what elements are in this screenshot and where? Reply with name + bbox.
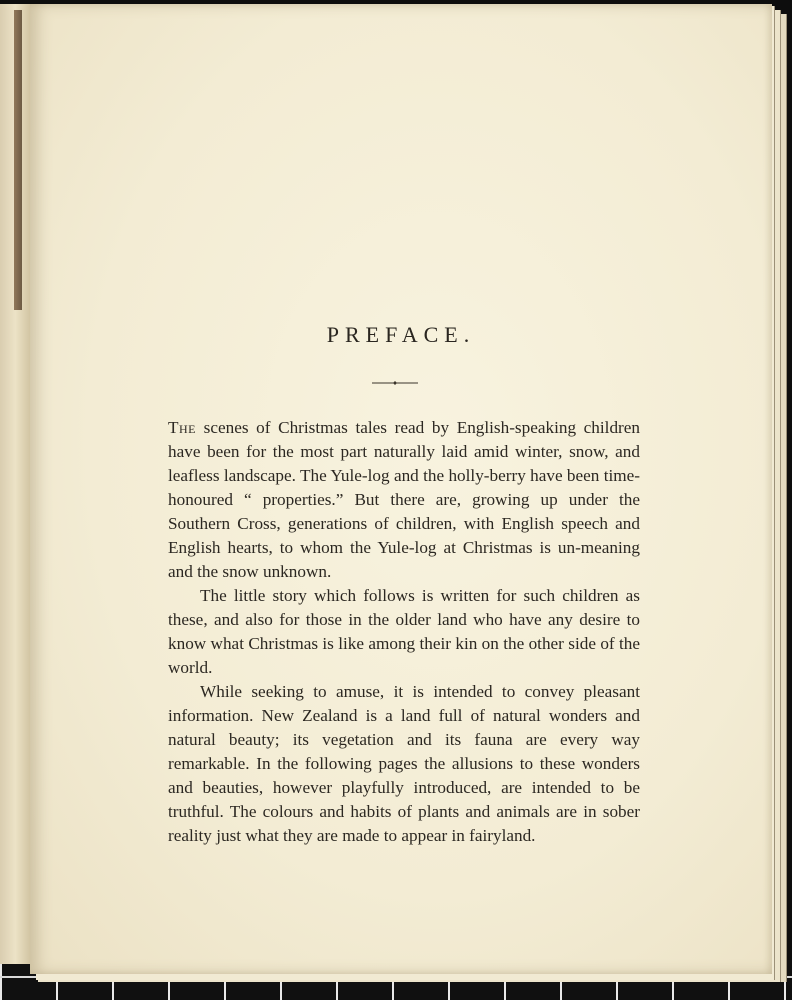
paragraph-2: The little story which follows is written for such children as these, and also for those in the older land who have any desire to know what Christmas is like among their kin on the other side of the world. xyxy=(168,586,640,677)
preface-body xyxy=(168,416,640,848)
book-page xyxy=(30,4,772,974)
paragraph-1 xyxy=(168,416,640,584)
divider-ornament-icon xyxy=(372,378,418,388)
paragraph-1-text: scenes of Christmas tales read by English-speaking children have been for the most part naturally laid amid winter, snow, and leafless landscape. The Yule-log and the holly-berry have been time-honoured “ properties.” But there are, growing up under the Southern Cross, generations of children, with English speech and English hearts, to whom the Yule-log at Christmas is un-meaning and the snow unknown. xyxy=(168,418,640,581)
page-title: PREFACE. xyxy=(326,322,476,347)
book-binding xyxy=(14,10,22,310)
paragraph-3: While seeking to amuse, it is intended to convey pleasant information. New Zealand is a land full of natural wonders and natural beauty; its vegetation and its fauna are every way remarkable. In the following pages the allusions to these wonders and beauties, however playfully introduced, are intended to be truthful. The colours and habits of plants and animals are in sober reality just what they are made to appear in fairyland. xyxy=(168,682,640,845)
drop-word: The xyxy=(168,418,196,437)
